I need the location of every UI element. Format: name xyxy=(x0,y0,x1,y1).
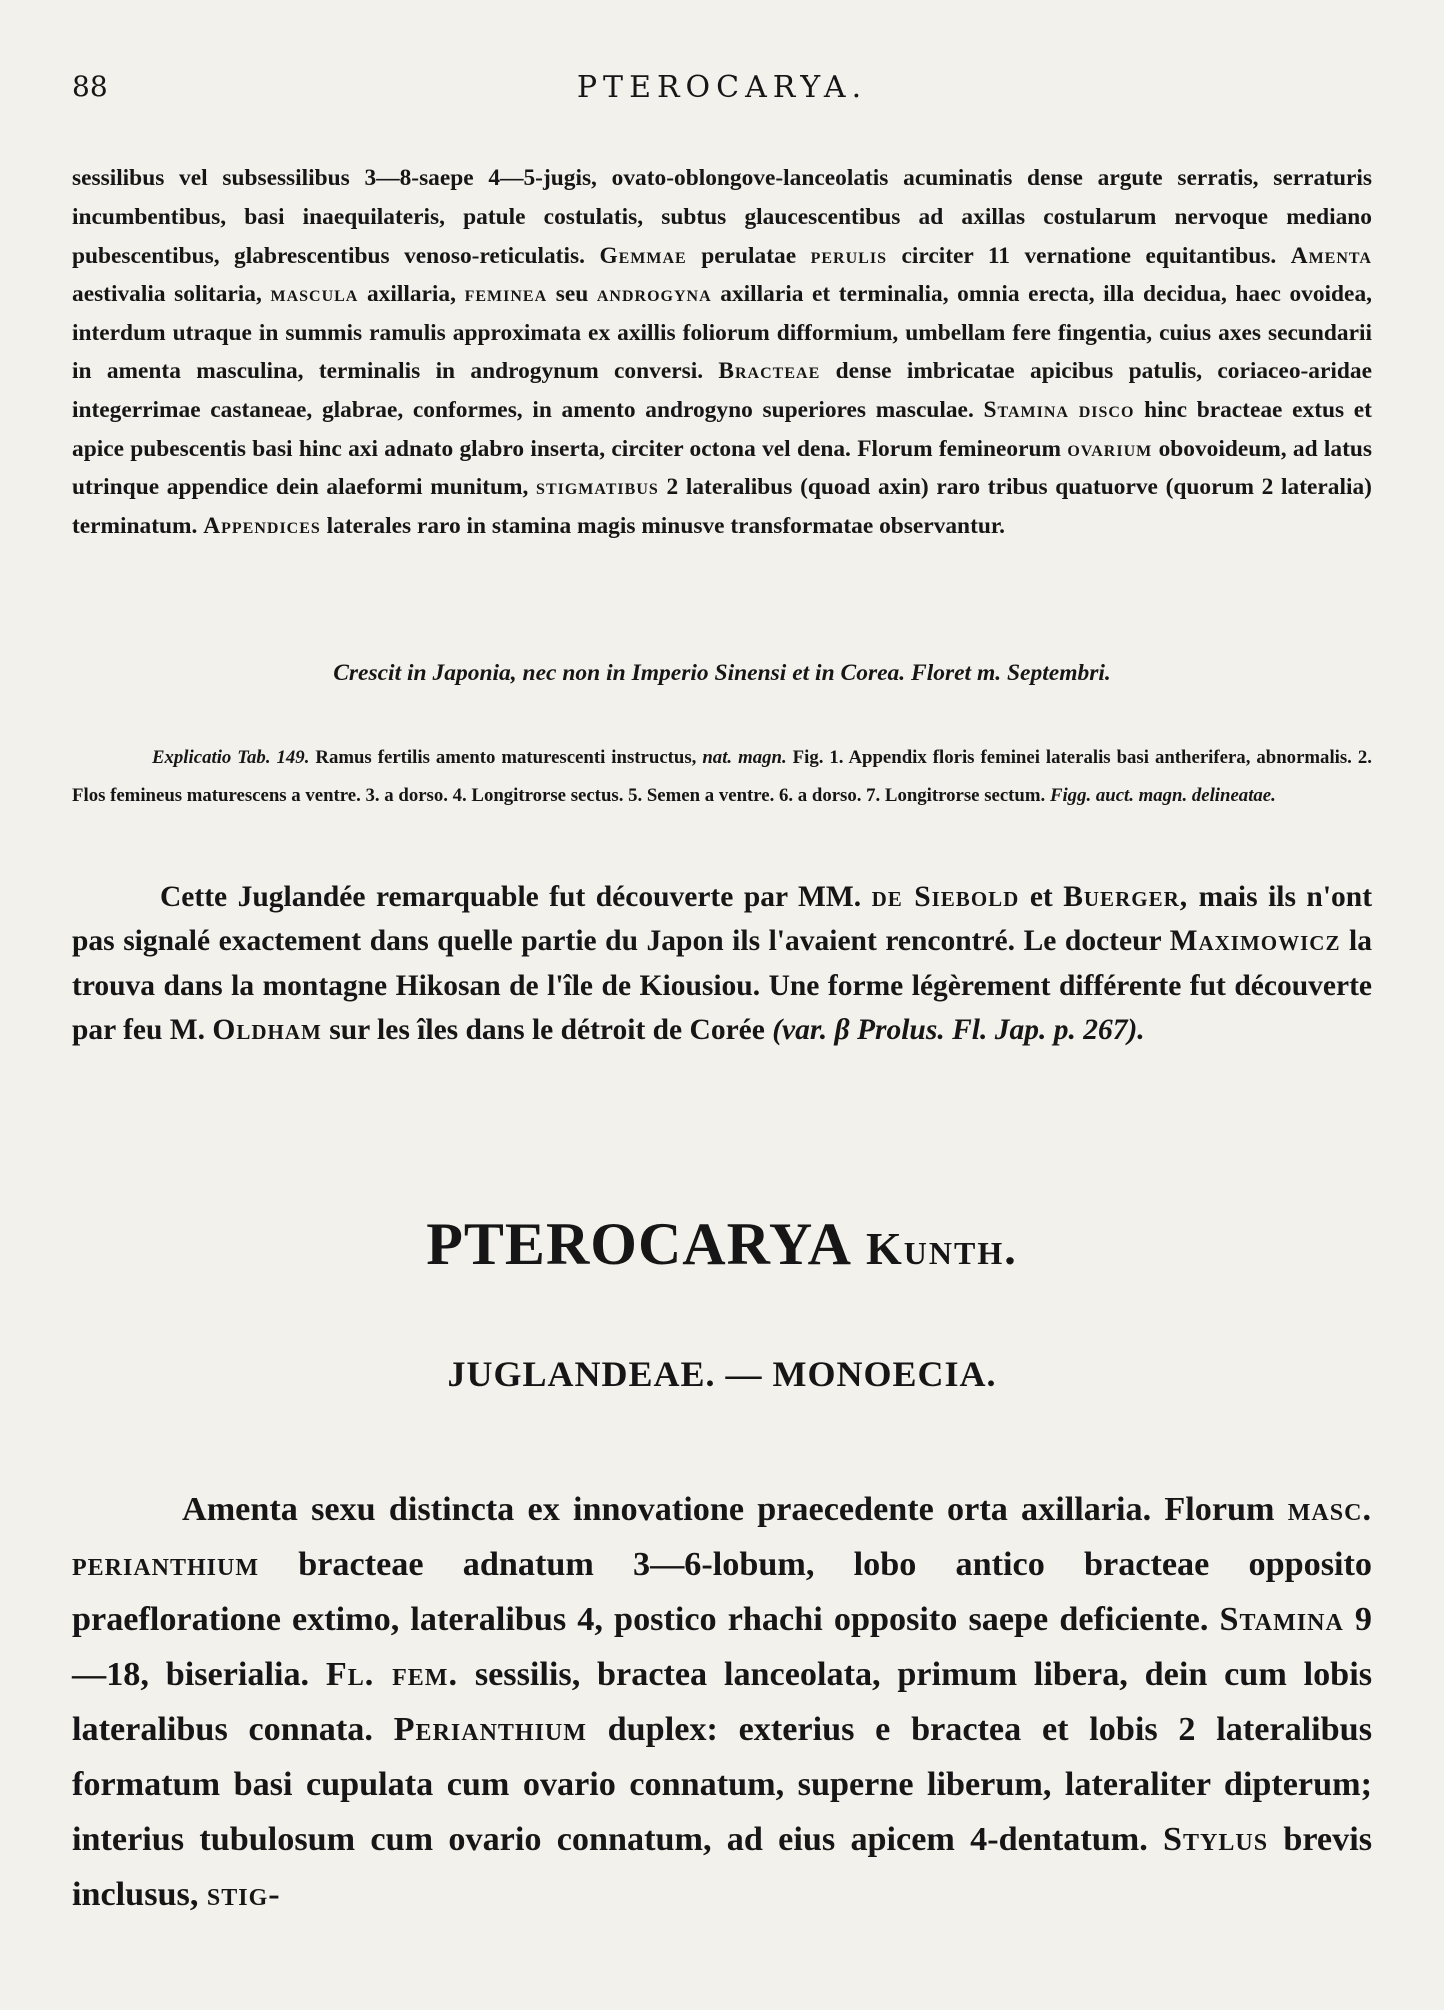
french-text: mais ils n'ont pas signalé exactement dans quelle partie du Japon ils l'avaient rencontré. Le docteur xyxy=(72,880,1373,957)
french-reference: (var. β Prolus. Fl. Jap. p. 267). xyxy=(772,1014,1145,1046)
genus-author: Kunth. xyxy=(866,1223,1018,1274)
term-bracteae: Bracteae xyxy=(718,358,821,385)
page-header xyxy=(72,70,1372,110)
term-stig: stig- xyxy=(206,1876,281,1914)
genus-text: sessilis, bractea lanceolata, primum libera, dein cum lobis lateralibus connata. xyxy=(72,1656,1372,1749)
explicatio-figg: Figg. auct. magn. delineatae. xyxy=(1049,784,1276,806)
explicatio-nat-magn: nat. magn. xyxy=(702,746,787,768)
term-stylus: Stylus xyxy=(1163,1821,1269,1859)
latin-text: sessilibus vel subsessilibus 3—8-saepe 4—5-jugis, ovato-oblongove-lanceolatis acuminatis dense argute serratis, serraturis incumbentibus, basi inaequilateris, patule costulatis, subtus glaucescentibus ad axillas costularum nervoque mediano pubescentibus, glabrescentibus venoso-reticulatis. xyxy=(72,165,1372,269)
term-stamina: Stamina xyxy=(1219,1601,1344,1639)
habitat-line: Crescit in Japonia, nec non in Imperio Sinensi et in Corea. Floret m. Septembri. xyxy=(333,660,1111,686)
latin-text: aestivalia solitaria, xyxy=(72,281,262,308)
term-amenta: Amenta xyxy=(1290,242,1372,269)
explicatio-label: Explicatio Tab. 149. xyxy=(152,746,310,768)
term-fl-fem: Fl. fem. xyxy=(325,1656,459,1694)
latin-text: laterales raro in stamina magis minusve transformatae observantur. xyxy=(326,512,1005,539)
french-text: et xyxy=(1029,880,1053,913)
term-masc: masc. xyxy=(1287,1491,1372,1529)
term-perianthium: perianthium xyxy=(72,1546,260,1584)
name-buerger: Buerger, xyxy=(1063,880,1189,913)
genus-title xyxy=(72,1210,1372,1279)
term-feminea: feminea xyxy=(464,281,548,308)
latin-text: axillaria et terminalia, omnia erecta, illa decidua, haec ovoidea, interdum utraque in summis ramulis approximata ex axillis foliorum difformium, umbellam fere fingentia, cuius axes secundarii in amenta masculina, terminalis in androgynum conversi. xyxy=(72,281,1372,385)
term-gemmae: Gemmae xyxy=(599,242,687,269)
french-note xyxy=(72,875,1372,1053)
explicatio-text: Ramus fertilis amento maturescenti instructus, xyxy=(315,746,697,768)
genus-text: duplex: exterius e bractea et lobis 2 lateralibus formatum basi cupulata cum ovario connatum, superne liberum, lateraliter dipterum; interius tubulosum cum ovario connatum, ad eius apicem 4-dentatum. xyxy=(72,1711,1372,1859)
latin-text: axillaria, xyxy=(366,281,456,308)
latin-text: circiter 11 vernatione equitantibus. xyxy=(901,242,1277,269)
running-title: PTEROCARYA. xyxy=(576,70,868,105)
term-stamina: Stamina xyxy=(983,396,1069,423)
family-line: JUGLANDEAE. — MONOECIA. xyxy=(447,1354,997,1394)
term-appendices: Appendices xyxy=(203,512,321,539)
name-oldham: Oldham xyxy=(212,1014,322,1046)
term-perulis: perulis xyxy=(810,242,887,269)
genus-text: brevis inclusus, xyxy=(72,1821,1372,1914)
explicatio-text: Fig. 1. Appendix floris feminei lateralis basi antherifera, abnormalis. 2. Flos femineus maturescens a ventre. 3. a dorso. 4. Longitrorse sectus. 5. Semen a ventre. 6. a dorso. 7. Longitrorse sectum. xyxy=(72,746,1372,806)
term-perianthium-duplex: Perianthium xyxy=(393,1711,587,1749)
genus-text: 9—18, biserialia. xyxy=(72,1601,1373,1694)
plate-explanation xyxy=(72,739,1372,815)
genus-text: Amenta sexu distincta ex innovatione praecedente orta axillaria. Florum xyxy=(182,1491,1275,1529)
page-number: 88 xyxy=(72,70,108,103)
term-androgyna: androgyna xyxy=(596,281,712,308)
latin-text: 2 lateralibus (quoad axin) raro tribus quatuorve (quorum 2 lateralia) terminatum. xyxy=(72,474,1372,539)
term-stigmatibus: stigmatibus xyxy=(536,474,659,501)
latin-text: hinc bracteae extus et apice pubescentis basi hinc axi adnato glabro inserta, circiter octona vel dena. Florum femineorum xyxy=(72,396,1372,462)
name-maximowicz: Maximowicz xyxy=(1169,925,1341,957)
genus-description xyxy=(72,1482,1372,1922)
french-text: sur les îles dans le détroit de Corée xyxy=(329,1014,765,1046)
term-ovarium: ovarium xyxy=(1067,435,1153,462)
french-text: la trouva dans la montagne Hikosan de l'île de Kiousiou. Une forme légèrement différente fut découverte par feu M. xyxy=(72,925,1372,1046)
genus-text: bracteae adnatum 3—6-lobum, lobo antico bracteae opposito praefloratione extimo, lateralibus 4, postico rhachi opposito saepe deficiente. xyxy=(72,1546,1373,1639)
latin-description xyxy=(72,159,1372,545)
name-de-siebold: de Siebold xyxy=(871,880,1020,913)
latin-text: seu xyxy=(555,281,589,308)
latin-text: dense imbricatae apicibus patulis, coriaceo-aridae integerrimae castaneae, glabrae, conformes, in amento androgyno superiores masculae. xyxy=(72,358,1372,423)
term-mascula: mascula xyxy=(270,281,359,308)
genus-name: PTEROCARYA xyxy=(426,1211,852,1277)
french-text: Cette Juglandée remarquable fut découverte par MM. xyxy=(160,880,862,913)
term-disco: disco xyxy=(1078,396,1135,423)
latin-text: perulatae xyxy=(701,242,797,269)
latin-text: obovoideum, ad latus utrinque appendice dein alaeformi munitum, xyxy=(72,435,1372,501)
